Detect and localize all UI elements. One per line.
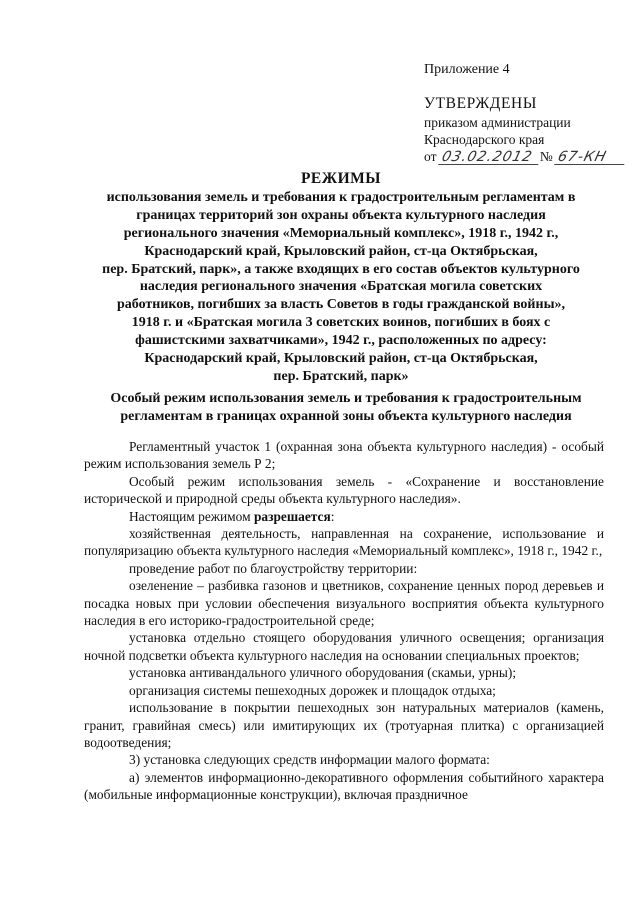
body-text [84,438,604,804]
paragraph-special-regime: Особый режим использования земель - «Сохранение и восстановление исторической и природной среды объекта культурного наследия». [84,473,604,507]
section-heading-line: регламентам в границах охранной зоны объекта культурного наследия [120,409,572,424]
paragraph-improvement: проведение работ по благоустройству территории: [129,560,418,576]
permitted-suffix: : [330,508,335,524]
paragraph-greening: озеленение – разбивка газонов и цветников, сохранение ценных пород деревьев и посадка новых при условии обеспечения визуального восприятия объекта культурного наследия в его историко-градостроительной среде; [84,578,604,629]
title-line: фашистскими захватчиками», 1942 г., расположенных по адресу: [135,333,547,349]
section-heading [88,390,604,426]
section-heading-line: Особый режим использования земель и требования к градостроительным [110,391,582,406]
handwritten-number: 67-КН [554,150,628,165]
paragraph-paving: использование в покрытии пешеходных зон натуральных материалов (камень, гранит, гравийная смесь) или имитирующих их (тротуарная плитка) с организацией водоотведения; [84,700,604,750]
title-line: Краснодарский край, Крыловский район, ст-ца Октябрьская, [144,351,538,367]
paragraph-info-means: 3) установка следующих средств информации малого формата: [129,752,490,768]
paragraph-decorative-elements: а) элементов информационно-декоративного оформления событийного характера (мобильные информационные конструкции), включая праздничное [84,769,604,803]
paragraph-economic-activity: хозяйственная деятельность, направленная на сохранение, использование и популяризацию объекта культурного наследия «Мемориальный комплекс», 1918 г., 1942 г., [84,526,604,559]
approved-heading: УТВЕРЖДЕНЫ [424,95,537,112]
paragraph-street-furniture: установка антивандального уличного оборудования (скамьи, урны); [129,665,517,681]
paragraph-regulation-area: Регламентный участок 1 (охранная зона объекта культурного наследия) - особый режим использования земель Р 2; [84,439,604,472]
paragraph-lighting: установка отдельно стоящего оборудования уличного освещения; организация ночной подсветки объекта культурного наследия на основании специальных проектов; [84,630,604,663]
title-line: границах территорий зон охраны объекта культурного наследия [136,207,546,223]
title-line: Краснодарский край, Крыловский район, ст-ца Октябрьская, [144,243,538,259]
title-line: 1918 г. и «Братская могила 3 советских воинов, погибших в боях с [131,315,551,331]
title-line: наследия регионального значения «Братская могила советских [139,279,543,295]
date-prefix: от [424,149,437,164]
document-title [80,170,602,386]
paragraph-pedestrian-paths: организация системы пешеходных дорожек и площадок отдыха; [129,682,496,698]
title-line: пер. Братский, парк», а также входящих в его состав объектов культурного [102,261,580,277]
paragraph-permitted-intro [84,508,604,525]
number-prefix: № [539,149,553,164]
title-line: использования земель и требования к градостроительным регламентам в [106,189,576,205]
appendix-label: Приложение 4 [424,62,510,77]
title-line: работников, погибших за власть Советов в годы гражданской войны», [117,297,565,313]
title-main: РЕЖИМЫ [300,170,382,187]
title-line: регионального значения «Мемориальный комплекс», 1918 г., 1942 г., [123,225,559,241]
handwritten-date: 03.02.2012 [438,150,542,165]
region-line: Краснодарского края [424,132,545,147]
date-number-line [424,148,629,167]
order-line: приказом администрации [424,115,571,130]
title-line: пер. Братский, парк» [273,368,409,384]
approval-block [424,95,629,167]
permitted-keyword: разрешается [253,508,331,524]
permitted-prefix: Настоящим режимом [129,508,254,524]
